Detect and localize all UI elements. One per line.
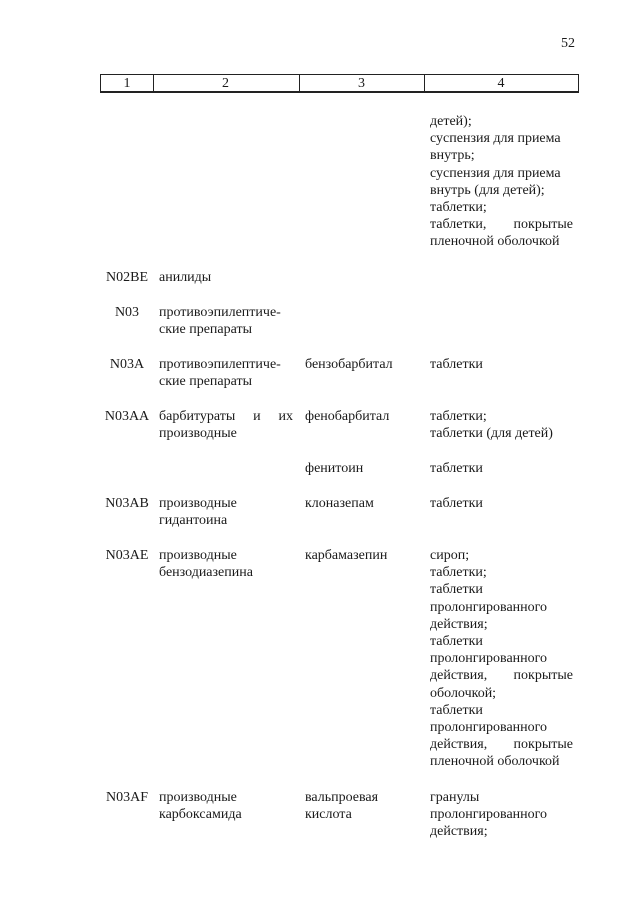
form-line: таблетки — [430, 496, 483, 511]
form-line: таблетки; — [430, 565, 487, 581]
row-drug — [305, 408, 422, 425]
form-line: таблетки — [430, 582, 483, 598]
row-group — [159, 269, 293, 286]
row-code: N03A — [109, 357, 145, 372]
row-drug — [305, 495, 422, 512]
form-line: действия; — [430, 824, 488, 840]
form-line — [430, 216, 573, 233]
form-word: покрытые — [513, 668, 573, 684]
row-forms — [430, 408, 573, 442]
form-line: внутрь (для детей); — [430, 182, 545, 198]
group-line: ские препараты — [159, 322, 253, 338]
form-word: действия, — [430, 668, 488, 684]
form-line: детей); — [430, 114, 472, 129]
form-line: пролонгированного — [430, 720, 548, 736]
drug-line: фенобарбитал — [305, 409, 390, 424]
form-line: сироп; — [430, 548, 470, 563]
form-line: пролонгированного — [430, 651, 548, 667]
continuation-forms — [430, 113, 573, 251]
group-line: производные — [159, 548, 237, 563]
form-line: таблетки; — [430, 200, 487, 216]
form-line: суспензия для приема — [430, 131, 561, 147]
form-line — [430, 667, 573, 684]
drug-line: фенитоин — [305, 461, 364, 476]
form-line: таблетки — [430, 357, 483, 372]
form-line: таблетки; — [430, 409, 487, 424]
row-group — [159, 789, 293, 823]
drug-line: карбамазепин — [305, 548, 388, 563]
form-line: таблетки — [430, 702, 483, 718]
row-forms — [430, 547, 573, 771]
form-line: гранулы — [430, 790, 480, 805]
row-forms — [430, 356, 573, 373]
row-forms — [430, 495, 573, 512]
header-col-4: 4 — [424, 74, 579, 93]
group-line: производные — [159, 496, 237, 511]
group-line: противоэпилептиче- — [159, 305, 281, 320]
row-group — [159, 408, 293, 442]
group-word: и — [253, 409, 261, 424]
row-group — [159, 495, 293, 529]
row-code: N03AB — [105, 496, 149, 511]
header-col-1: 1 — [100, 74, 154, 93]
row-forms — [430, 789, 573, 841]
group-line: противоэпилептиче- — [159, 357, 281, 372]
row-drug — [305, 460, 422, 477]
form-line: пролонгированного — [430, 599, 548, 615]
form-line: таблетки — [430, 634, 483, 650]
group-line: анилиды — [159, 270, 212, 285]
page-number: 52 — [561, 36, 575, 51]
group-line: гидантоина — [159, 513, 228, 529]
form-line: суспензия для приема — [430, 165, 561, 181]
row-code: N03AE — [105, 548, 149, 563]
header-col-3: 3 — [299, 74, 425, 93]
form-line: пленочной оболочкой — [430, 754, 560, 770]
form-line: пленочной оболочкой — [430, 234, 560, 250]
group-word: барбитураты — [159, 409, 236, 424]
form-word: покрытые — [513, 737, 573, 753]
row-group — [159, 304, 293, 338]
header-col-2: 2 — [152, 74, 300, 93]
form-line: внутрь; — [430, 148, 475, 164]
form-line: действия; — [430, 616, 488, 632]
row-code: N03 — [114, 305, 140, 320]
group-line: производные — [159, 426, 237, 442]
group-line: ские препараты — [159, 374, 253, 390]
row-forms — [430, 460, 573, 477]
group-line — [159, 408, 293, 425]
row-drug — [305, 789, 422, 823]
drug-line: вальпроевая — [305, 790, 379, 805]
form-line: таблетки — [430, 461, 483, 476]
form-word: действия, — [430, 737, 488, 753]
row-code: N03AF — [105, 790, 148, 805]
drug-line: клоназепам — [305, 496, 374, 511]
form-line: пролонгированного — [430, 807, 548, 823]
form-line: оболочкой; — [430, 685, 497, 701]
group-line: производные — [159, 790, 237, 805]
group-line: карбоксамида — [159, 807, 242, 823]
row-group — [159, 356, 293, 390]
row-drug — [305, 356, 422, 373]
form-line: таблетки (для детей) — [430, 426, 553, 442]
row-group — [159, 547, 293, 581]
group-word: их — [278, 409, 293, 424]
drug-line: бензобарбитал — [305, 357, 393, 372]
form-word: покрытые — [513, 217, 573, 233]
form-word: таблетки, — [430, 217, 487, 233]
group-line: бензодиазепина — [159, 565, 253, 581]
row-drug — [305, 547, 422, 564]
drug-line: кислота — [305, 807, 352, 823]
header-bottom-rule — [100, 91, 578, 93]
form-line — [430, 736, 573, 753]
row-code: N03AA — [104, 409, 150, 424]
row-code: N02BE — [106, 270, 148, 285]
